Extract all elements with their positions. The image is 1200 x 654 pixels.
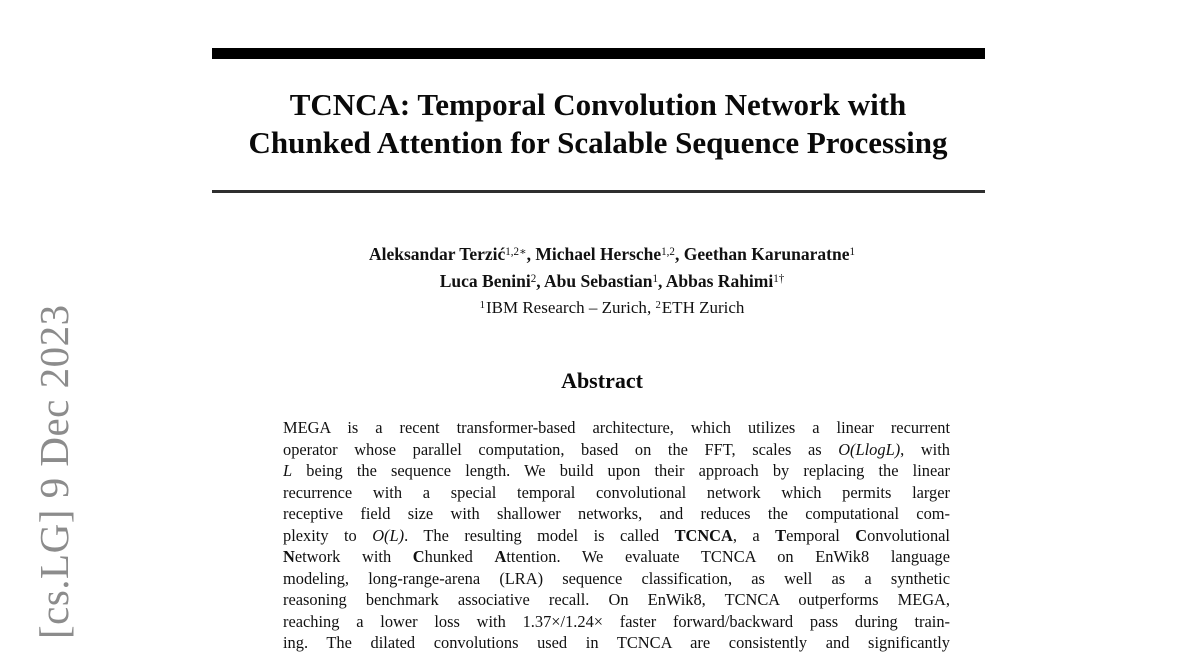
affiliation-name: ETH Zurich <box>661 298 745 317</box>
author-superscript: 1,2 <box>661 246 675 259</box>
abstract-line: reasoning benchmark associative recall. On EnWik8, TCNCA outperforms MEGA, <box>283 590 950 610</box>
author-name: Aleksandar Terzić <box>369 244 506 264</box>
paper-title <box>210 86 986 162</box>
abstract-line: Network with Chunked Attention. We evaluate TCNCA on EnWik8 language <box>283 547 950 567</box>
title-rule-bottom <box>212 190 985 193</box>
authors-block <box>212 242 1012 322</box>
abstract-heading: Abstract <box>561 368 643 393</box>
author-name: Michael Hersche <box>535 244 662 264</box>
author-superscript: 1 <box>849 246 855 259</box>
abstract-line: operator whose parallel computation, based on the FFT, scales as O(LlogL), with <box>283 439 950 459</box>
author-name: Abbas Rahimi <box>665 271 774 291</box>
author-name: Geethan Karunaratne <box>683 244 850 264</box>
arxiv-watermark: [cs.LG] 9 Dec 2023 <box>31 304 77 639</box>
paper-title-line-2: Chunked Attention for Scalable Sequence Processing <box>248 125 948 160</box>
affiliation-name: IBM Research – Zurich <box>485 298 647 317</box>
abstract-line: ing. The dilated convolutions used in TCNCA are consistently and significantly <box>283 633 950 653</box>
abstract-line: MEGA is a recent transformer-based architecture, which utilizes a linear recurrent <box>283 418 950 437</box>
abstract-line: reaching a lower loss with 1.37×/1.24× faster forward/backward pass during train- <box>283 611 950 631</box>
affiliation-superscript: 2 <box>655 299 661 312</box>
abstract-line: modeling, long-range-arena (LRA) sequence classification, as well as a synthetic <box>283 568 950 588</box>
affiliation-line: $^1$IBM Research – Zurich, $^2$ETH Zurich <box>479 298 745 317</box>
author-superscript: 1† <box>773 273 785 286</box>
paper-title-line-1: TCNCA: Temporal Convolution Network with <box>289 87 907 122</box>
abstract-line: recurrence with a special temporal convolutional network which permits larger <box>283 482 950 502</box>
author-superscript: 1 <box>652 273 658 286</box>
author-line-1: Aleksandar Terzić$^{1,2∗}$, Michael Hersche$^{1,2}$, Geethan Karunaratne$^1$ <box>369 244 855 264</box>
abstract-line: receptive field size with shallower networks, and reduces the computational com- <box>283 504 950 524</box>
author-superscript: 2 <box>530 273 537 286</box>
abstract-line: L being the sequence length. We build upon their approach by replacing the linear <box>283 461 950 481</box>
abstract-line: plexity to O(L). The resulting model is called TCNCA, a Temporal Convolutional <box>283 525 950 545</box>
affiliation-superscript: 1 <box>479 299 485 312</box>
author-name: Abu Sebastian <box>544 271 653 291</box>
abstract-body <box>283 417 950 654</box>
author-name: Luca Benini <box>439 271 531 291</box>
author-line-2: Luca Benini$^2$, Abu Sebastian$^1$, Abbas Rahimi$^{1\dagger}$ <box>439 271 785 291</box>
title-rule-top <box>212 48 985 59</box>
author-superscript: 1,2∗ <box>505 246 527 259</box>
